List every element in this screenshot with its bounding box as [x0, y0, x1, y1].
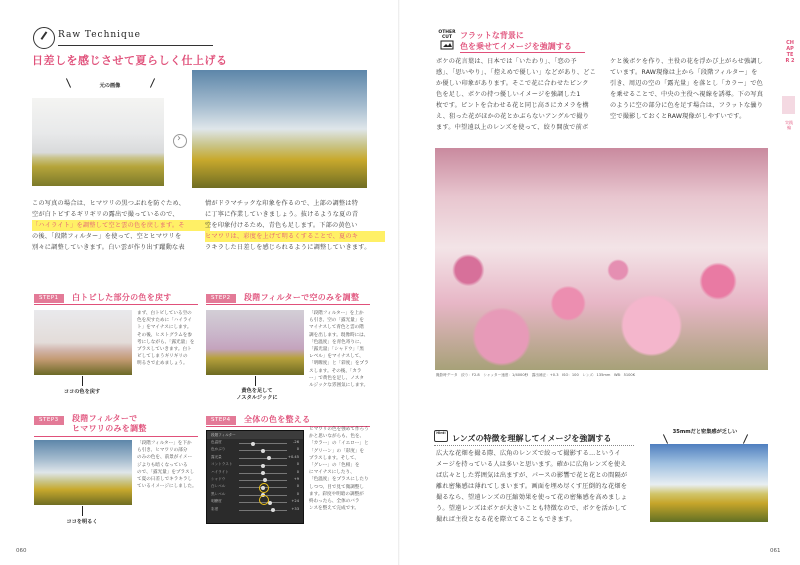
slider-list	[207, 439, 303, 513]
slider-track[interactable]	[239, 443, 287, 444]
note-line: 考にしながら、「露光量」を	[137, 339, 195, 345]
slider-track[interactable]	[239, 480, 287, 481]
slider-label: 明瞭度	[211, 499, 222, 504]
note-line: 「露光量」「シャドウ」「黒	[309, 347, 365, 353]
other-cut-label: OTHER CUT	[438, 30, 456, 40]
photo-frame-icon	[440, 40, 454, 50]
title-line: ヒマワリのみを調整	[72, 424, 147, 433]
slider-row[interactable]	[211, 454, 299, 461]
note-line: その後、ヒストグラムを参	[137, 332, 192, 338]
body-line: ケと後ボケを作り、主役の花を浮かび上がらせ強調し	[610, 58, 764, 65]
step1-photo	[34, 310, 132, 375]
hint-photo-caption: 35mmだと密集感が乏しい	[672, 429, 738, 435]
body-line: 感」、「思いやり」、「控えめで優しい」などがあり、どこ	[436, 69, 597, 76]
slider-knob[interactable]	[251, 442, 255, 446]
slider-row[interactable]	[211, 469, 299, 476]
body-line: 撮れば主役となる花を際立てることもできます。	[436, 516, 577, 523]
step3-caption: ココを明るく	[66, 519, 98, 525]
note-line: 「段階フィルター」を上か	[309, 311, 364, 316]
slider-value: +33	[291, 506, 299, 511]
caption-pointer	[82, 506, 83, 516]
caption-line: ノスタルジックに	[236, 395, 278, 401]
caption-pointer	[150, 78, 155, 87]
slider-value: -26	[293, 440, 299, 444]
body-column-1	[32, 198, 210, 253]
chapter-tab-marker	[782, 96, 795, 114]
slider-knob[interactable]	[261, 471, 265, 475]
slider-label: 色かぶり	[211, 447, 226, 452]
note-line: ているイメージにしました。	[137, 484, 197, 490]
caption-pointer	[82, 376, 83, 386]
slider-track[interactable]	[239, 465, 287, 466]
note-line: 明るさで止めましょう。	[137, 361, 188, 367]
note-line: まず、白トビしている空の	[137, 311, 192, 316]
slider-knob[interactable]	[271, 508, 275, 512]
slider-label: 黒レベル	[211, 491, 226, 496]
slider-label: シャドウ	[211, 476, 226, 481]
step1-caption: ココの色を戻す	[63, 389, 101, 395]
caption-line: 黄色を足して	[241, 388, 273, 394]
note-line: 「グリーン」の「彩度」を	[309, 448, 365, 454]
slider-label: 露光量	[211, 454, 222, 459]
note-line: スします。その後、「カラ	[309, 368, 362, 374]
note-line: 「段階フィルター」を下か	[137, 441, 192, 446]
note-line: ので、「露光量」をプラスし	[137, 469, 195, 475]
step4-note	[309, 426, 379, 512]
note-line: マイナスして青色と雲の階	[309, 325, 364, 331]
slider-label: コントラスト	[211, 462, 233, 467]
body-line: メージを持っている人は多いと思います。確かに広角レンズを使え	[436, 461, 627, 468]
slider-row[interactable]	[211, 439, 299, 446]
body-line: この写真の場合は、ヒマワリの黒つぶれを防ぐため、	[32, 200, 186, 207]
slider-value: +24	[291, 499, 299, 504]
note-line: ます。彩度や明暗の調整が	[309, 491, 364, 497]
body-line: ば広々とした雰囲気は出ますが、パースの影響で花と花との間隔が	[436, 472, 628, 479]
chapter-subtitle: 実践編	[785, 120, 793, 130]
page-number: 061	[770, 548, 781, 554]
note-line: 「カラー」の「イエロー」と	[309, 441, 369, 447]
slider-track[interactable]	[239, 450, 287, 451]
arrow-icon	[173, 134, 187, 148]
step3-label: STEP3	[34, 416, 64, 425]
step3-note	[137, 440, 199, 490]
body-line: か優しい印象があります。そこで花に合わせたピンク	[436, 80, 589, 87]
note-line: プラスしていきます。白ト	[137, 347, 192, 353]
body-line-highlight: 「ハイライト」を調整して空と雲の色を戻します。そ	[32, 220, 210, 231]
step3-photo	[34, 440, 132, 505]
other-cut-badge	[438, 30, 456, 52]
body-line: 引き、周辺の空の「露光量」を落とし「カラー」で色	[610, 80, 764, 87]
body-line: に丁寧に作業していきましょう。抜けるような夏の青	[205, 211, 359, 218]
body-line: を乗せることで、中央の主役へ視線を誘導。下の写真	[610, 91, 764, 98]
note-line: て夏の日差しでキラキラし	[137, 477, 193, 483]
technique-header: Raw Technique	[58, 30, 213, 46]
step2-photo	[206, 310, 304, 375]
slider-track[interactable]	[239, 510, 287, 511]
pencil-badge-icon	[33, 27, 55, 49]
note-line: レベル」をマイナスして、	[309, 354, 364, 360]
slider-track[interactable]	[239, 458, 287, 459]
slider-row[interactable]	[211, 461, 299, 468]
divider	[34, 304, 198, 305]
step2-note	[309, 310, 375, 389]
slider-value: +9	[293, 476, 299, 481]
note-line: ら引き、空の「露光量」を	[309, 318, 364, 324]
slider-knob[interactable]	[267, 456, 271, 460]
divider	[34, 436, 198, 437]
slider-row[interactable]	[211, 506, 299, 513]
note-line: ジよりも暗くなっている	[137, 462, 188, 468]
body-line: 枚です。ピントを合わせる花と同じ高さにカメラを構	[436, 102, 589, 109]
title-line: フラットな背景に	[460, 31, 524, 40]
note-line: ヒマワリの色を強めて作ろう	[309, 427, 369, 432]
body-column-2	[205, 198, 385, 253]
hint-badge	[434, 430, 448, 442]
slider-track[interactable]	[239, 473, 287, 474]
step3-title	[72, 414, 147, 434]
original-photo	[32, 98, 164, 186]
chapter-tab: CHAPTER 2	[785, 40, 795, 64]
cosmos-photo	[435, 148, 768, 370]
note-line: のみの色を、前景がイメー	[137, 455, 193, 461]
note-line: かと思いながらも、色を、	[309, 434, 365, 440]
edited-photo	[192, 70, 367, 188]
body-line: の後、「段階フィルター」を使って、空とヒマワリを	[32, 233, 182, 240]
body-line: ボケの花言葉は、日本では「いたわり」、「恋の予	[436, 58, 577, 65]
step4-label: STEP4	[206, 416, 236, 425]
note-line: 「色温度」をプラスにしたり	[309, 477, 369, 483]
body-line: 撮るなら、望遠レンズの圧縮効果を使って花の密集感を高めましょ	[436, 494, 628, 501]
slider-value: 0	[296, 491, 299, 496]
body-line-highlight: ヒマワリは、彩度を上げて明るくすることで、夏のキ	[205, 231, 385, 242]
slider-row[interactable]	[211, 483, 299, 490]
page-number: 060	[16, 548, 27, 554]
note-line: 「グレー」の「色相」を	[309, 463, 360, 469]
step1-title: 白トビした部分の色を戻す	[72, 293, 172, 302]
note-line: ルジックな雰囲気にします。	[309, 383, 369, 389]
slider-knob[interactable]	[261, 464, 265, 468]
step2-label: STEP2	[206, 294, 236, 303]
slider-value: 0	[296, 469, 299, 474]
note-line: しつつ、目で見て微調整し	[309, 484, 364, 490]
step1-note	[137, 310, 199, 368]
note-line: 調を出します。現像時には、	[309, 332, 369, 338]
body-line: 情がドラマチックな印象を作るので、上部の調整は特	[205, 200, 358, 207]
step4-title: 全体の色を整える	[244, 415, 311, 424]
body-line: 広大な花畑を撮る際、広角のレンズで絞って撮影する…というイ	[436, 450, 621, 457]
note-line: プラスします。そして、	[309, 455, 359, 461]
slider-label: 色温度	[211, 440, 222, 444]
caption-pointer	[66, 78, 71, 87]
divider	[206, 304, 370, 305]
slider-value: 0	[296, 462, 299, 467]
step1-label: STEP1	[34, 294, 64, 303]
slider-value: 0	[296, 484, 299, 489]
note-line: ー」で黄色を足し、ノスタ	[309, 375, 364, 381]
body-line: 別々に調整していきます。白い雲が作り出す躍動な表	[32, 244, 185, 251]
hint-photo	[650, 444, 768, 522]
note-line: ビしてしまうギリギリの	[137, 354, 188, 360]
body-line: 空で撮影しておくとRAW現像がしやすいです。	[610, 113, 746, 120]
page-title: 日差しを感じさせて夏らしく仕上げる	[32, 54, 228, 67]
body-line: う。望遠レンズはボケが大きいことも特徴なので、ボケを活かして	[436, 505, 628, 512]
hint-divider	[434, 445, 634, 446]
body-line: 空が白トビするギリギリの露出で撮っているので、	[32, 211, 179, 218]
step2-caption	[222, 388, 292, 402]
slider-knob[interactable]	[263, 478, 267, 482]
slider-knob[interactable]	[261, 449, 265, 453]
slider-row[interactable]	[211, 491, 299, 498]
body-line: 離れ密集感は薄れてしまいます。画面を埋め尽くす圧倒的な花畑を	[436, 483, 628, 490]
slider-label: 白レベル	[211, 484, 226, 489]
slider-value: +0.45	[287, 454, 299, 459]
right-title	[460, 30, 572, 52]
body-line: ます。中望遠以上のレンズを使って、絞り開放で前ボ	[436, 124, 589, 131]
body-line: 色を足し、ボケの持つ優しいイメージを強調した1	[436, 91, 581, 98]
divider	[460, 52, 585, 53]
highlight-circle	[259, 483, 269, 493]
note-line: 終わったら、全体のバラ	[309, 499, 360, 505]
note-line: にマイナスにしたり、	[309, 470, 355, 476]
original-image-caption: 元の画像	[99, 83, 121, 89]
body-line: ています。RAW現像は上から「段階フィルター」を	[610, 69, 758, 76]
title-line: 段階フィルターで	[72, 414, 138, 423]
highlight-circle	[259, 495, 269, 505]
hint-title: レンズの特徴を理解してイメージを強調する	[452, 434, 612, 443]
note-line: 色を戻すために「ハイライ	[137, 318, 192, 324]
adjustment-panel	[206, 430, 304, 524]
note-line: ト」をマイナスにします。	[137, 325, 192, 331]
note-line: ンスを整えて完成です。	[309, 506, 360, 512]
body-line: のように空の部分に色を足す場合は、フラットな曇り	[610, 102, 764, 109]
note-line: ら引き、ヒマワリの部分	[137, 448, 188, 454]
slider-row[interactable]	[211, 498, 299, 505]
slider-row[interactable]	[211, 476, 299, 483]
slider-label: 彩度	[211, 506, 219, 511]
photo-data: 撮影時データ 絞り：F2.8 シャッター速度：1/4000秒 露出補正：+0.3 ISO：100 レンズ：135mm WB：5100K	[436, 373, 636, 377]
caption-pointer	[255, 376, 256, 386]
step2-title: 段階フィルターで空のみを調整	[244, 293, 360, 302]
body-line: 空を印象付けるため、青色も足します。下部の黄色い	[205, 222, 358, 229]
hint-label: Hint!	[436, 431, 446, 435]
title-line: 色を乗せてイメージを強調する	[460, 42, 572, 51]
note-line: 「明瞭度」と「彩度」をプラ	[309, 361, 369, 367]
hint-body	[436, 448, 641, 525]
note-line: 「色温度」を青色寄りに、	[309, 339, 365, 345]
right-body-column-1	[436, 56, 611, 133]
right-body-column-2	[610, 56, 775, 122]
slider-value: 0	[296, 447, 299, 452]
body-line: え、狙った花がほかの花とかぶらないアングルで撮り	[436, 113, 590, 120]
body-line: ラキラした日差しを感じられるように調整していきます。	[205, 244, 371, 251]
slider-row[interactable]	[211, 446, 299, 453]
panel-header: 段階フィルター	[207, 431, 303, 439]
slider-label: ハイライト	[211, 469, 229, 474]
